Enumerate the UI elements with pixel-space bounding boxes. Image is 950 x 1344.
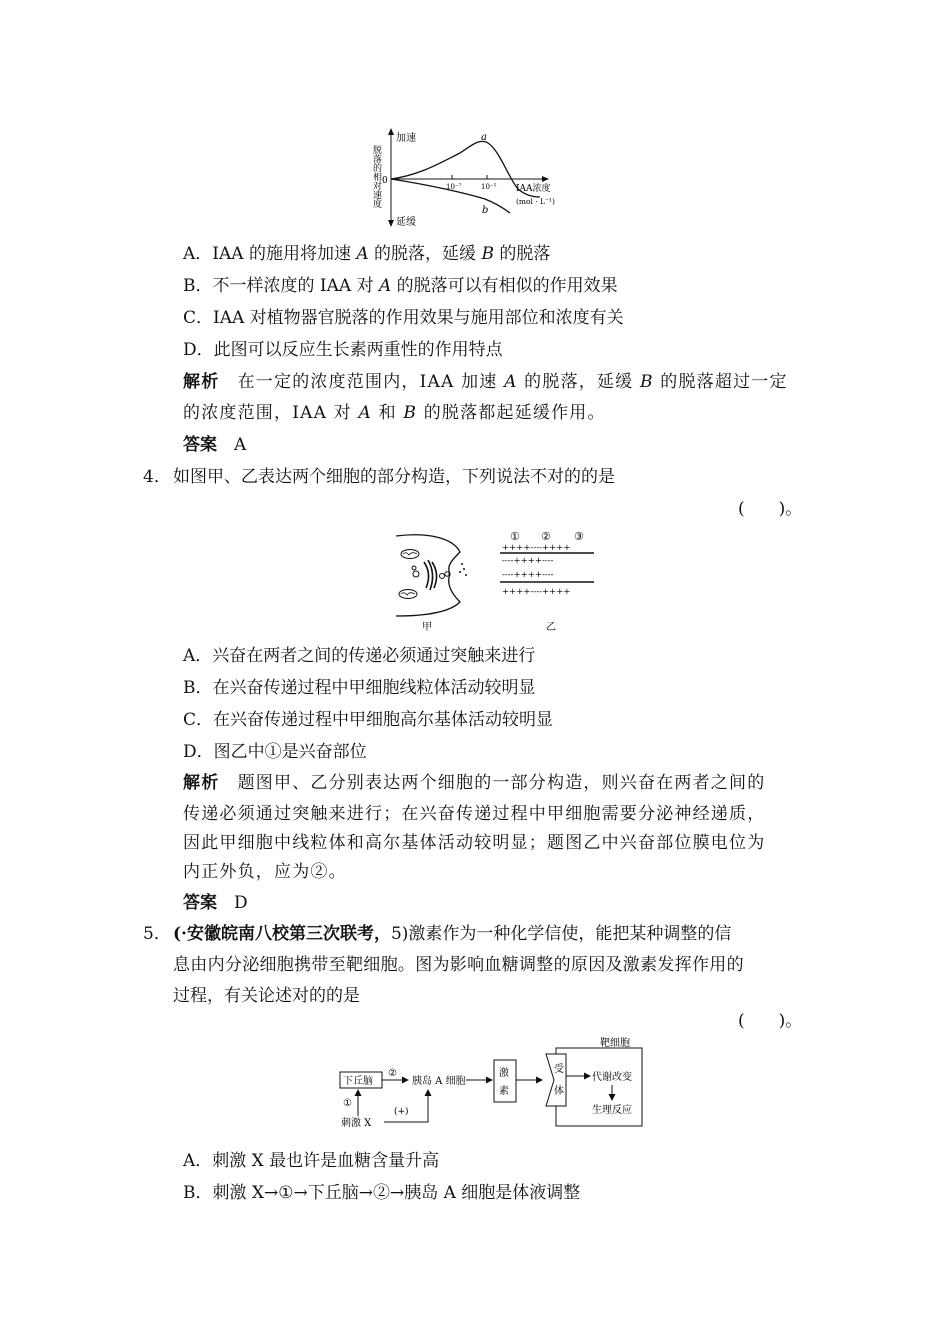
- charge-row-2: ----++++----: [502, 556, 554, 566]
- q3-analysis-line-2: 的浓度范围，IAA 对 A 和 B 的脱落都起延缓作用。: [183, 403, 606, 423]
- q4-analysis-line-1: 解析 题图甲、乙分别表达两个细胞的一部分构造，则兴奋在两者之间的: [183, 773, 766, 793]
- receptor-shape: [546, 1054, 566, 1106]
- q4-answer-paren: ( )。: [738, 499, 803, 519]
- curve-a-label: a: [481, 132, 487, 143]
- marker-1: ①: [510, 530, 520, 543]
- cell-structure-figure: [388, 528, 598, 634]
- y-down-label: 延缓: [396, 217, 416, 228]
- q4-option-b: B．在兴奋传递过程中甲细胞线粒体活动较明显: [183, 678, 536, 698]
- q4-analysis-line-2: 传递必须通过突触来进行；在兴奋传递过程中甲细胞需要分泌神经递质，: [183, 804, 766, 824]
- charge-row-4: ++++----++++: [502, 587, 571, 597]
- charge-row-3: ----++++----: [502, 570, 554, 580]
- q4-option-a: A．兴奋在两者之间的传递必须通过突触来进行: [183, 646, 536, 666]
- curve-b-label: b: [482, 205, 489, 216]
- origin-label: 0: [382, 176, 388, 186]
- q3-analysis-line-1: 解析 在一定的浓度范围内，IAA 加速 A 的脱落，延缓 B 的脱落超过一定: [183, 372, 788, 392]
- neurotransmitter-icon: [461, 563, 463, 565]
- q4-stem: 如图甲、乙表达两个细胞的部分构造，下列说法不对的的是: [173, 467, 615, 487]
- y-up-label: 加速: [396, 133, 416, 144]
- target-cell-label: 靶细胞: [600, 1038, 630, 1049]
- q5-stem-line-3: 过程，有关论述对的的是: [173, 986, 360, 1006]
- blood-glucose-regulation-diagram: [336, 1032, 652, 1130]
- q4-answer: 答案 D: [183, 893, 248, 913]
- marker-3: ③: [574, 530, 584, 543]
- q4-analysis-line-4: 内正外负，应为②。: [183, 862, 347, 882]
- stimulus-x-label: 刺激 X: [341, 1118, 372, 1129]
- q3-answer: 答案 A: [183, 435, 247, 455]
- metabolism-change-label: 代谢改变: [592, 1072, 632, 1083]
- q3-option-d: D．此图可以反应生长素两重性的作用特点: [183, 340, 503, 360]
- q4-option-c: C．在兴奋传递过程中甲细胞高尔基体活动较明显: [183, 710, 554, 730]
- x-axis-label: IAA浓度: [516, 184, 551, 194]
- vesicle-icon: [440, 574, 445, 579]
- hypothalamus-label: 下丘脑: [343, 1076, 373, 1087]
- q5-stem-line-1: (·安徽皖南八校第三次联考，5)激素作为一种化学信使，能把某种调整的信: [173, 924, 732, 944]
- golgi-apparatus-icon: [424, 560, 437, 590]
- hormone-label-2: 素: [499, 1086, 509, 1097]
- physiological-reaction-label: 生理反应: [592, 1105, 632, 1116]
- charge-row-1: ++++----++++: [502, 543, 571, 553]
- q3-option-b: B．不一样浓度的 IAA 对 A 的脱落可以有相似的作用效果: [183, 276, 618, 296]
- step-1-label: ①: [343, 1098, 352, 1109]
- q5-option-b: B．刺激 X→①→下丘脑→②→胰岛 A 细胞是体液调整: [183, 1183, 581, 1203]
- figure-jia-label: 甲: [422, 622, 432, 633]
- x-tick-2-label: 10⁻⁵: [481, 183, 497, 191]
- islet-a-cell-label: 胰岛 A 细胞: [412, 1076, 466, 1087]
- figure-yi-label: 乙: [546, 622, 556, 633]
- x-axis-unit: (mol · L⁻¹): [516, 197, 555, 206]
- y-axis-label: 脱落的相对速度: [371, 145, 381, 208]
- receptor-label-1: 受: [554, 1064, 564, 1075]
- q5-stem-line-2: 息由内分泌细胞携带至靶细胞。图为影响血糖调整的原因及激素发挥作用的: [173, 955, 744, 975]
- q4-option-d: D．图乙中①是兴奋部位: [183, 742, 367, 762]
- q4-number: 4．: [143, 467, 171, 487]
- x-tick-1-label: 10⁻⁷: [446, 183, 462, 191]
- receptor-label-2: 体: [554, 1086, 564, 1097]
- q5-number: 5．: [143, 924, 171, 944]
- q5-option-a: A．刺激 X 最也许是血糖含量升高: [183, 1151, 440, 1171]
- hormone-label-1: 激: [499, 1068, 509, 1079]
- iaa-abscission-graph: [370, 125, 570, 230]
- q4-analysis-line-3: 因此甲细胞中线粒体和高尔基体活动较明显；题图乙中兴奋部位膜电位为: [183, 833, 766, 853]
- q3-option-c: C．IAA 对植物器官脱落的作用效果与施用部位和浓度有关: [183, 308, 624, 328]
- marker-2: ②: [541, 530, 551, 543]
- q5-answer-paren: ( )。: [738, 1011, 803, 1031]
- vesicle-icon: [445, 572, 449, 576]
- positive-effect-label: (+): [394, 1107, 409, 1117]
- step-2-label: ②: [388, 1068, 397, 1079]
- q3-option-a: A．IAA 的施用将加速 A 的脱落，延缓 B 的脱落: [183, 244, 551, 264]
